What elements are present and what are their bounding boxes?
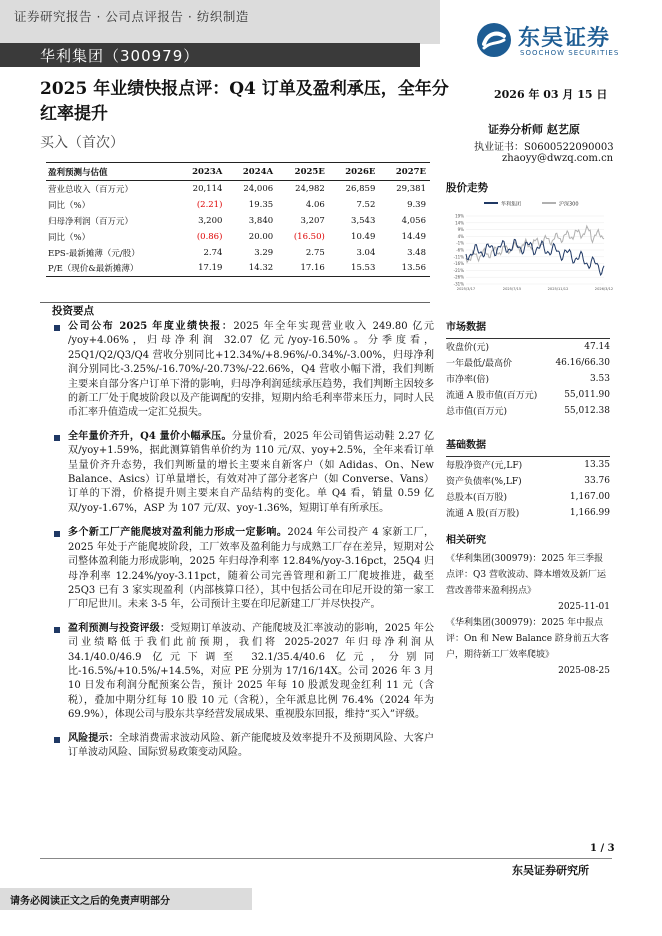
x-tick-label: 2025/11/12	[547, 287, 569, 291]
table-cell: 10.49	[351, 231, 376, 242]
table-row	[446, 387, 610, 403]
related-report-link[interactable]: 《华利集团(300979)：2025 年中报点评：On 和 New Balance 跻身前五大客户，期待新工厂效率爬坡》	[446, 618, 609, 660]
report-category: 证券研究报告 · 公司点评报告 · 纺织制造	[14, 9, 249, 24]
page-number: 1 / 3	[590, 843, 615, 854]
table-cell: 24,006	[243, 183, 274, 194]
key-points-list	[54, 320, 434, 760]
forecast-header-cell: 盈利预测与估值	[46, 163, 176, 181]
row-label: P/E（现价&最新摊薄）	[46, 261, 176, 277]
x-tick-label: 2026/3/12	[594, 287, 614, 291]
report-title: 2025 年业绩快报点评：Q4 订单及盈利承压，全年分红率提升	[40, 79, 449, 124]
soochow-logo-icon	[476, 22, 512, 58]
key-point-heading: 盈利预测与投资评级：	[68, 622, 171, 634]
row-label: 营业总收入（百万元）	[48, 184, 134, 195]
table-cell: 3.48	[407, 247, 426, 258]
brand-name-en: SOOCHOW SECURITIES	[520, 49, 620, 57]
field-label: 总股本(百万股)	[446, 493, 508, 503]
table-row	[46, 229, 430, 245]
field-value: 47.14	[549, 339, 610, 355]
key-point-item	[54, 430, 434, 516]
related-report-link[interactable]: 《华利集团(300979)：2025 年三季报点评：Q3 营收波动、降本增效及新厂运营改善带来盈利拐点》	[446, 554, 606, 596]
forecast-header-cell: 2023A	[176, 163, 227, 181]
field-value: 55,011.90	[564, 389, 610, 400]
y-tick-label: -11%	[453, 254, 464, 260]
stock-line	[466, 239, 604, 275]
row-label: 同比（%）	[48, 200, 91, 211]
analyst-name: 证券分析师 赵艺原	[488, 123, 580, 136]
section-rule	[40, 302, 430, 303]
field-label: 流通 A 股市值(百万元)	[446, 391, 538, 401]
row-label: 归母净利润（百万元）	[48, 216, 134, 227]
market-data	[446, 318, 610, 419]
table-cell: 29,381	[396, 183, 426, 194]
analyst-cert: 执业证书：S0600522090003	[474, 142, 614, 153]
table-cell: 26,859	[345, 183, 376, 194]
brand-name-cn: 东吴证券	[518, 26, 611, 51]
table-cell: 15.53	[329, 261, 380, 277]
field-value: 33.76	[584, 475, 610, 486]
table-cell: 4.06	[305, 199, 325, 210]
key-point-heading: 多个新工厂产能爬坡对盈利能力形成一定影响。	[68, 527, 288, 539]
y-tick-label: -1%	[456, 240, 464, 246]
key-point-item	[54, 320, 434, 421]
table-row	[46, 197, 430, 213]
key-point-body: 2024 年公司投产 4 家新工厂，2025 年处于产能爬坡阶段，工厂效率及盈利能力与成熟工厂存在差异，短期对公司整体盈利能力形成影响，2025 年归母净利率 12.84%/yoy-3.16pct，25Q4 归母净利率 12.24%/yoy-3.11pct，随着公司完善管理和新工厂爬坡推进，截至 25Q3 已有 3 家实现盈利（内部核算口径），其中包括公司在印尼开设的第一家工厂印尼世川。未来 3-5 年，公司预计主要在印尼新建工厂并尽快投产。	[68, 527, 434, 611]
field-label: 资产负债率(%,LF)	[446, 477, 522, 487]
stock-price-chart	[448, 196, 614, 292]
market-data-title: 市场数据	[446, 322, 486, 333]
legend-label: 沪深300	[559, 201, 579, 208]
field-value: 46.16/66.30	[555, 357, 610, 368]
table-cell: 7.52	[356, 199, 376, 210]
key-points-title: 投资要点	[52, 305, 94, 317]
table-cell: 3,840	[248, 215, 274, 226]
table-row	[446, 505, 610, 521]
related-research	[446, 531, 610, 679]
key-point-heading: 风险提示：	[68, 732, 119, 744]
table-row	[46, 213, 430, 229]
footer-rule	[40, 858, 612, 859]
table-cell: 17.16	[277, 261, 329, 277]
y-tick-label: -6%	[456, 247, 464, 253]
table-row	[446, 473, 610, 489]
forecast-header-cell: 2025E	[277, 163, 329, 181]
key-point-heading: 公司公布 2025 年度业绩快报：	[68, 321, 234, 332]
related-research-title: 相关研究	[446, 535, 486, 546]
disclaimer-text: 请务必阅读正文之后的免责声明部分	[10, 896, 170, 907]
table-cell: (16.50)	[293, 231, 325, 242]
table-cell: 24,982	[295, 183, 325, 194]
stock-chart-title: 股价走势	[446, 182, 488, 194]
table-cell: 3,200	[198, 215, 223, 226]
field-value: 1,167.00	[569, 491, 610, 502]
table-cell: 19.35	[248, 199, 274, 210]
field-label: 总市值(百万元)	[446, 407, 508, 417]
basic-data	[446, 436, 610, 521]
y-tick-label: 4%	[457, 233, 464, 239]
table-row	[46, 181, 430, 197]
key-point-item	[54, 622, 434, 723]
key-point-body: 全球消费需求波动风险、新产能爬坡及效率提升不及预期风险、大客户订单波动风险、国际贸易政策变动风险。	[68, 732, 435, 758]
table-cell: 2.75	[305, 247, 325, 258]
table-row	[446, 339, 610, 355]
institute-name: 东吴证券研究所	[512, 864, 589, 877]
table-row	[446, 355, 610, 371]
table-row	[446, 457, 610, 473]
table-cell: 14.32	[226, 261, 277, 277]
basic-data-title: 基础数据	[446, 440, 486, 451]
table-cell: 17.19	[176, 261, 227, 277]
field-value: 55,012.38	[564, 405, 610, 416]
field-label: 每股净资产(元,LF)	[446, 457, 553, 473]
y-tick-label: 14%	[455, 220, 464, 226]
key-point-item	[54, 732, 434, 761]
table-cell: 20,114	[192, 183, 223, 194]
table-row	[46, 261, 430, 277]
y-tick-label: -31%	[453, 281, 464, 287]
field-label: 市净率(倍)	[446, 375, 490, 385]
related-report-date: 2025-11-01	[558, 602, 610, 612]
y-tick-label: -16%	[453, 261, 464, 267]
table-cell: 20.00	[248, 231, 274, 242]
table-row	[446, 403, 610, 419]
table-cell: 3,207	[300, 215, 325, 226]
table-cell: 3,543	[351, 215, 376, 226]
company-name: 华利集团（300979）	[40, 47, 200, 65]
forecast-header-row	[46, 163, 430, 181]
forecast-header-cell: 2027E	[379, 163, 430, 181]
table-cell: 4,056	[401, 215, 426, 226]
field-label: 一年最低/最高价	[446, 359, 513, 369]
table-cell: (0.86)	[196, 231, 223, 242]
x-tick-label: 2025/3/17	[456, 287, 476, 291]
field-value: 3.53	[589, 373, 610, 384]
x-tick-label: 2025/7/15	[502, 287, 522, 291]
table-row	[46, 245, 430, 261]
analyst-email[interactable]: zhaoyy@dwzq.com.cn	[502, 153, 614, 164]
table-cell: 2.74	[203, 247, 223, 258]
forecast-table	[46, 162, 430, 277]
row-label: EPS-最新摊薄（元/股）	[48, 248, 140, 259]
key-point-body: 受短期订单波动、产能爬坡及汇率波动的影响，2025 年公司业绩略低于我们此前预期，我们将 2025-2027 年归母净利润从 34.1/40.0/46.9 亿元下调至 32.1/35.4/40.6 亿元，分别同比-16.5%/+10.5%/+14.5%，对应 PE 分别为 17/16/14X。公司 2026 年 3 月 10 日发布利润分配预案公告，预计 2025 年每 10 股派发现金红利 11 元（含税），叠加中期分红每 10 股 10 元（含税），全年派息比例 76.4%（2024 年为 69.9%），体现公司与股东共享经营发展成果、重视股东回报，维持“买入”评级。	[68, 622, 434, 721]
forecast-header-cell: 2026E	[329, 163, 380, 181]
field-value: 1,166.99	[569, 507, 610, 518]
rating: 买入（首次）	[40, 135, 124, 151]
table-cell: (2.21)	[196, 199, 223, 210]
report-date: 2026 年 03 月 15 日	[494, 88, 608, 101]
field-label: 流通 A 股(百万股)	[446, 509, 520, 519]
table-row	[446, 371, 610, 387]
field-label: 收盘价(元)	[446, 339, 549, 355]
field-value: 13.35	[553, 457, 610, 473]
forecast-header-cell: 2024A	[226, 163, 277, 181]
table-row	[446, 489, 610, 505]
table-cell: 13.56	[379, 261, 430, 277]
brand-logo	[476, 18, 656, 62]
key-point-heading: 全年量价齐升，Q4 量价小幅承压。	[68, 430, 232, 442]
table-cell: 3.04	[356, 247, 376, 258]
y-tick-label: -21%	[453, 267, 464, 273]
legend-label: 华利集团	[501, 201, 522, 208]
disclaimer-band	[0, 888, 252, 910]
key-point-item	[54, 526, 434, 612]
table-cell: 3.29	[254, 247, 274, 258]
table-cell: 14.49	[401, 231, 426, 242]
key-point-body: 分量价看，2025 年公司销售运动鞋 2.27 亿双/yoy+1.59%，据此测算销售单价约为 110 元/双、yoy+2.5%，全年来看订单呈量价齐升态势，我们判断量的增长主要来自新客户（如 Adidas、On、New Balance、Asics）订单量增长，有效对冲了部分老客户（如 Converse、Vans）订单的下滑，价格提升则主要来自产品结构的变化。单 Q4 看，销量 0.59 亿双/yoy-1.67%，ASP 为 107 元/双、yoy-1.36%，短期订单有所承压。	[68, 430, 434, 514]
y-tick-label: -26%	[453, 274, 464, 280]
related-report-date: 2025-08-25	[558, 666, 610, 676]
table-cell: 9.39	[407, 199, 426, 210]
key-point-body: 2025 年全年实现营业收入 249.80 亿元 /yoy+4.06%，归母净利润 32.07 亿元/yoy-16.50%。分季度看，25Q1/Q2/Q3/Q4 营收分别同比+12.34%/+8.96%/-0.34%/-3.00%，归母净利润分别同比-3.25%/-16.70%/-20.73%/-22.66%，Q4 营收小幅下滑，我们判断主要来自部分客户订单下滑的影响，归母净利润延续承压趋势，我们判断主因较多的新工厂处于爬坡阶段以及产能调配的安排，短期内给毛利率带来压力，同时人民币汇率升值造成一定汇兑损失。	[68, 321, 434, 419]
y-tick-label: 19%	[455, 213, 464, 219]
row-label: 同比（%）	[48, 232, 91, 243]
y-tick-label: 9%	[457, 227, 464, 233]
